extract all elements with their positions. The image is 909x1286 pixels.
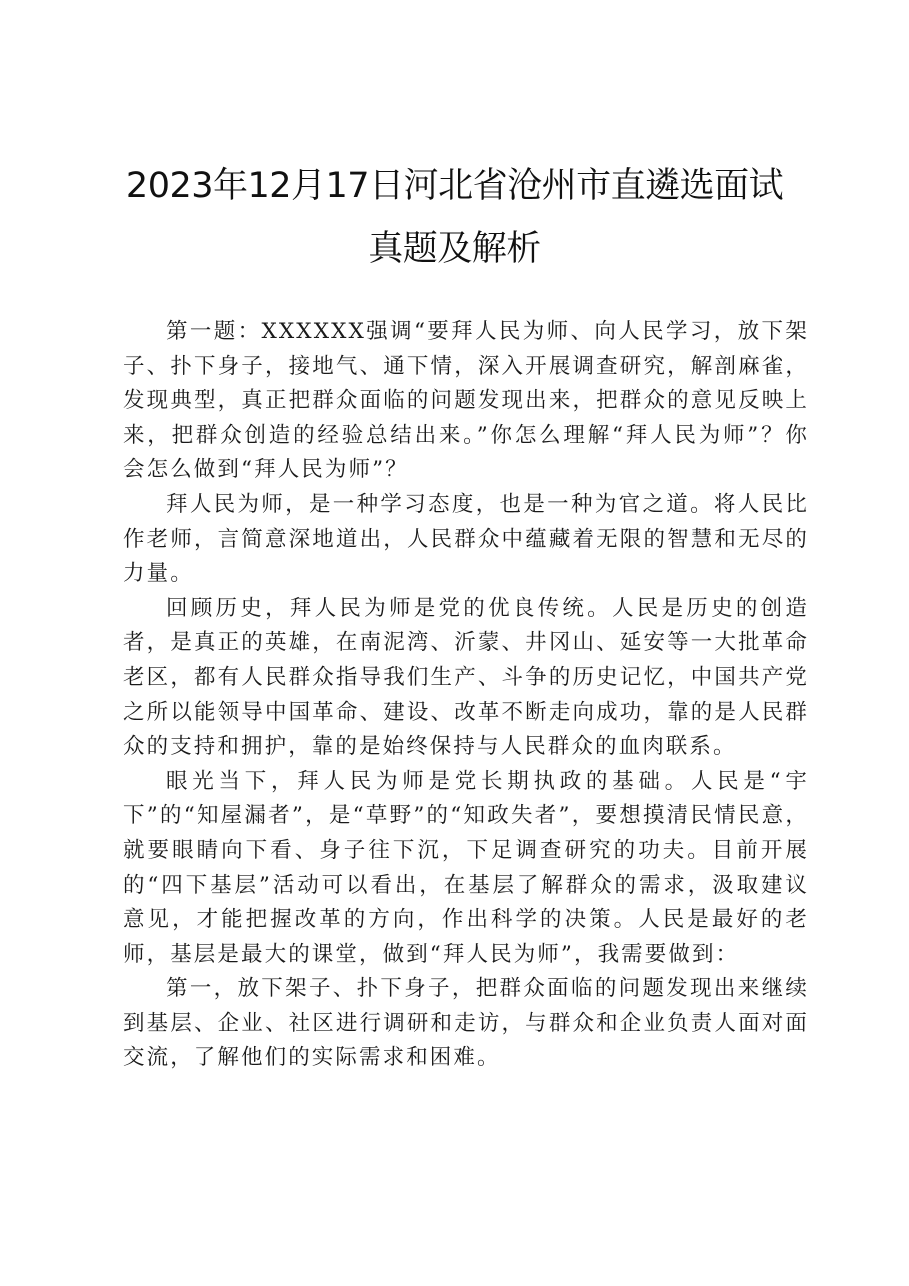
paragraph-history: 回顾历史，拜人民为师是党的优良传统。人民是历史的创造者，是真正的英雄，在南泥湾、沂蒙、井冈山、延安等一大批革命老区，都有人民群众指导我们生产、斗争的历史记忆，中国共产党之所以能领导中国革命、建设、改革不断走向成功，靠的是人民群众的支持和拥护，靠的是始终保持与人民群众的血肉联系。 (123, 595, 809, 760)
paragraph-point-one: 第一，放下架子、扑下身子，把群众面临的问题发现出来继续到基层、企业、社区进行调研和走访，与群众和企业负责人面对面交流，了解他们的实际需求和困难。 (123, 976, 809, 1071)
paragraph-question: 第一题：XXXXXX强调“要拜人民为师、向人民学习，放下架子、扑下身子，接地气、通下情，深入开展调查研究，解剖麻雀，发现典型，真正把群众面临的问题发现出来，把群众的意见反映上来，把群众创造的经验总结出来。”你怎么理解“拜人民为师”？你会怎么做到“拜人民为师”？ (123, 319, 809, 483)
paragraph-present: 眼光当下，拜人民为师是党长期执政的基础。人民是“宇下”的“知屋漏者”，是“草野”的“知政失者”，要想摸清民情民意，就要眼睛向下看、身子往下沉，下足调查研究的功夫。目前开展的“四下基层”活动可以看出，在基层了解群众的需求，汲取建议意见，才能把握改革的方向，作出科学的决策。人民是最好的老师，基层是最大的课堂，做到“拜人民为师”，我需要做到： (123, 768, 809, 967)
title-line-2: 真题及解析 (368, 229, 541, 269)
document-body (123, 315, 809, 1076)
paragraph-intro: 拜人民为师，是一种学习态度，也是一种为官之道。将人民比作老师，言简意深地道出，人民群众中蕴藏着无限的智慧和无尽的力量。 (123, 491, 809, 587)
document-title (100, 155, 809, 281)
title-line-1: 2023年12月17日河北省沧州市直遴选面试 (125, 166, 784, 206)
